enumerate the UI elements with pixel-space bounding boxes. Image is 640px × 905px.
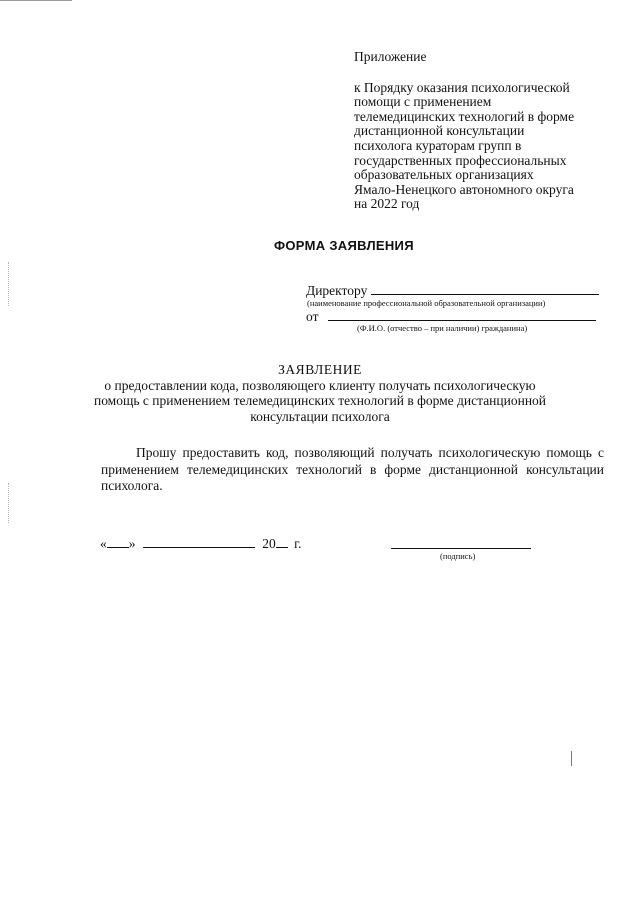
year-blank	[276, 536, 288, 548]
year-prefix: 20	[262, 536, 276, 551]
appendix-line: помощи с применением	[354, 94, 492, 110]
director-row	[306, 283, 599, 299]
quote-close: »	[128, 536, 136, 551]
month-blank	[143, 536, 255, 548]
scan-artifact-dots	[8, 483, 10, 523]
from-label: от	[306, 309, 319, 324]
statement-subtitle-line: помощь с применением телемедицинских технологий в форме дистанционной	[93, 393, 547, 408]
form-title: ФОРМА ЗАЯВЛЕНИЯ	[274, 238, 414, 253]
signature-line	[391, 548, 531, 549]
director-label: Директору	[306, 283, 368, 298]
year-suffix: г.	[294, 536, 302, 551]
statement-heading	[0, 362, 640, 424]
signature-caption: (подпись)	[440, 551, 476, 561]
scan-artifact-bar	[571, 751, 572, 766]
quote-open: «	[100, 536, 107, 551]
appendix-title: Приложение	[354, 49, 427, 64]
from-blank	[328, 320, 596, 321]
appendix-line: Ямало-Ненецкого автономного округа	[354, 181, 574, 197]
appendix-line: психолога кураторам групп в	[354, 137, 522, 153]
day-blank	[107, 536, 129, 548]
scan-artifact-top-line	[0, 0, 72, 1]
appendix-line: на 2022 год	[354, 196, 420, 212]
statement-word: ЗАЯВЛЕНИЕ	[278, 362, 362, 377]
date-row	[100, 536, 302, 552]
appendix-line: образовательных организациях	[354, 167, 534, 183]
appendix-line: государственных профессиональных	[354, 152, 567, 168]
appendix-line: к Порядку оказания психологической	[354, 79, 570, 95]
director-blank	[371, 294, 599, 295]
request-paragraph: Прошу предоставить код, позволяющий получать психологическую помощь с применением телемедицинских технологий в форме дистанционной консультации психолога.	[101, 445, 604, 493]
appendix-line: дистанционной консультации	[354, 123, 525, 139]
statement-subtitle-line: консультации психолога	[250, 408, 390, 424]
from-hint: (Ф.И.О. (отчество – при наличии) гражданина)	[357, 323, 528, 333]
statement-subtitle-line: о предоставлении кода, позволяющего клиенту получать психологическую	[104, 377, 536, 393]
scan-artifact-dots	[8, 262, 10, 306]
director-hint: (наименование профессиональной образовательной организации)	[307, 298, 546, 308]
appendix-block	[354, 50, 614, 212]
appendix-line: телемедицинских технологий в форме	[354, 108, 575, 124]
